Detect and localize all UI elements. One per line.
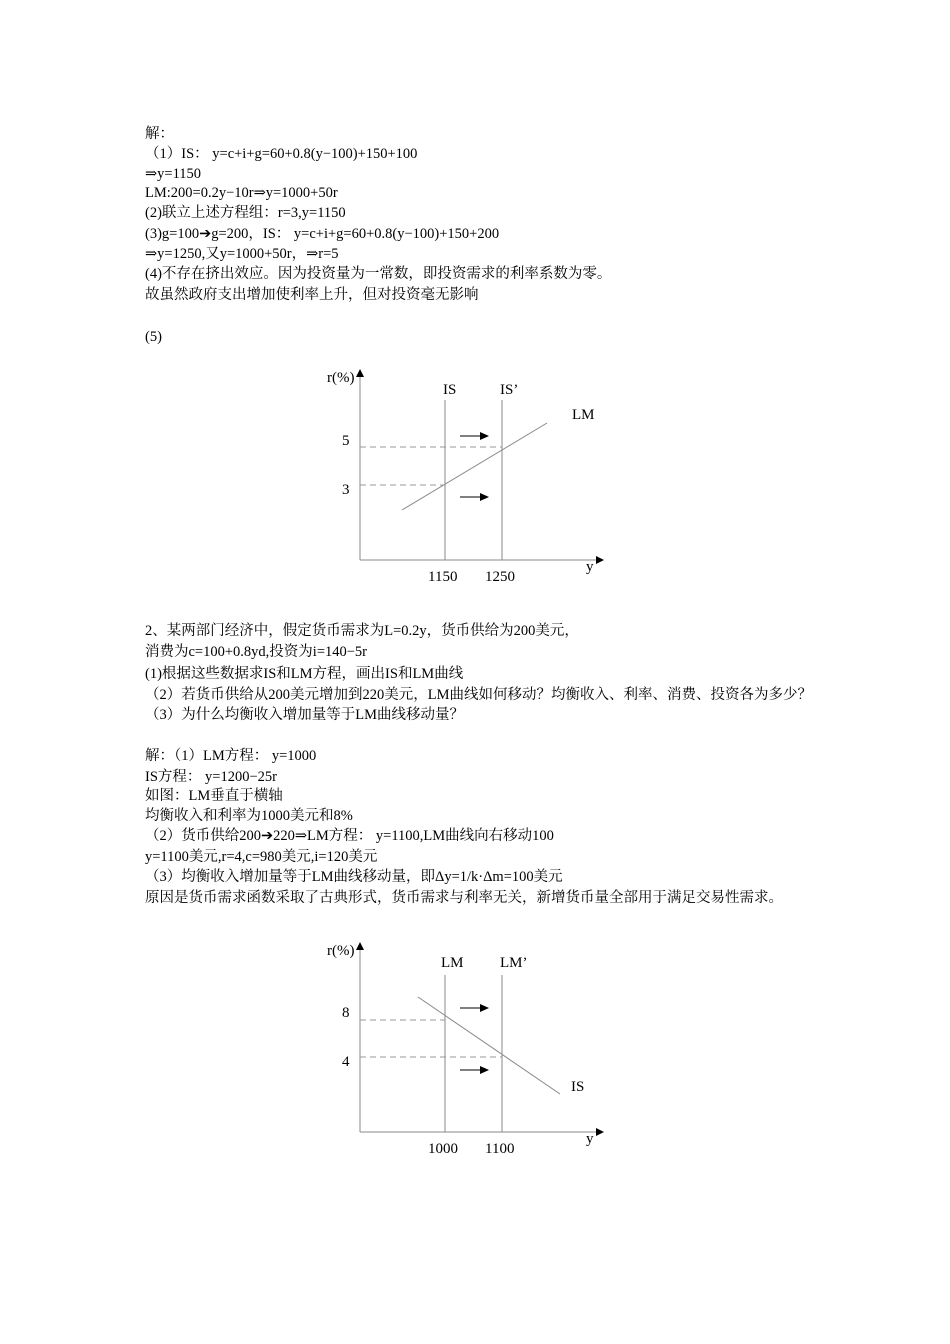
question-line: （3）为什么均衡收入增加量等于LM曲线移动量？	[145, 707, 464, 723]
solution-heading: 解：	[145, 126, 174, 142]
solution-line: 故虽然政府支出增加使利率上升，但对投资毫无影响	[145, 287, 479, 303]
y-axis-label: r(%)	[327, 943, 355, 959]
question-line: 2、某两部门经济中，假定货币需求为L=0.2y，货币供给为200美元，	[145, 623, 579, 639]
x-tick-label: 1000	[428, 1141, 458, 1157]
solution-line: （1）IS： y=c+i+g=60+0.8(y−100)+150+100	[145, 146, 418, 162]
is-prime-label: IS’	[500, 382, 519, 398]
y-tick-label: 3	[342, 482, 350, 498]
shift-arrow-icon	[460, 1066, 489, 1074]
lm-label: LM	[572, 407, 595, 423]
y-axis-arrow-icon	[356, 942, 364, 950]
x-tick-label: 1150	[428, 569, 458, 585]
is-label: IS	[443, 382, 457, 398]
x-axis-label: y	[586, 1131, 594, 1147]
is-label: IS	[571, 1079, 585, 1095]
x-tick-label: 1100	[485, 1141, 515, 1157]
solution-line: ⇒y=1150	[145, 166, 202, 182]
answer-line: 解：（1）LM方程： y=1000	[145, 748, 317, 764]
y-tick-label: 5	[342, 433, 350, 449]
solution-line: (2)联立上述方程组：r=3,y=1150	[145, 205, 346, 221]
x-axis-label: y	[586, 559, 594, 575]
answer-line: （2）货币供给200➔220⇒LM方程： y=1100,LM曲线向右移动100	[145, 828, 554, 844]
solution-line: (4)不存在挤出效应。因为投资量为一常数，即投资需求的利率系数为零。	[145, 266, 612, 282]
answer-line: 原因是货币需求函数采取了古典形式，货币需求与利率无关，新增货币量全部用于满足交易性需求。	[145, 890, 783, 906]
solution-line: (3)g=100➔g=200，IS： y=c+i+g=60+0.8(y−100)+150+200	[145, 226, 500, 242]
is-curve	[418, 997, 560, 1094]
part-5-label: (5)	[145, 329, 162, 345]
y-tick-label: 4	[342, 1054, 350, 1070]
question-line: (1)根据这些数据求IS和LM方程，画出IS和LM曲线	[145, 666, 464, 682]
answer-line: 均衡收入和利率为1000美元和8%	[145, 808, 353, 824]
answer-line: y=1100美元,r=4,c=980美元,i=120美元	[145, 849, 378, 865]
solution-line: ⇒y=1250,又y=1000+50r，⇒r=5	[145, 246, 339, 262]
answer-line: 如图：LM垂直于横轴	[145, 788, 283, 804]
x-tick-label: 1250	[485, 569, 515, 585]
lm-label: LM	[441, 955, 464, 971]
answer-line: IS方程： y=1200−25r	[145, 769, 277, 785]
lm-prime-label: LM’	[500, 955, 528, 971]
answer-line: （3）均衡收入增加量等于LM曲线移动量，即Δy=1/k·Δm=100美元	[145, 869, 563, 885]
y-tick-label: 8	[342, 1005, 350, 1021]
y-axis-label: r(%)	[327, 370, 355, 386]
x-axis-arrow-icon	[596, 1128, 604, 1136]
question-line: （2）若货币供给从200美元增加到220美元，LM曲线如何移动？均衡收入、利率、消费、投资各为多少？	[145, 687, 812, 703]
shift-arrow-icon	[460, 1004, 489, 1012]
solution-line: LM:200=0.2y−10r⇒y=1000+50r	[145, 185, 338, 201]
question-line: 消费为c=100+0.8yd,投资为i=140−5r	[145, 644, 368, 660]
